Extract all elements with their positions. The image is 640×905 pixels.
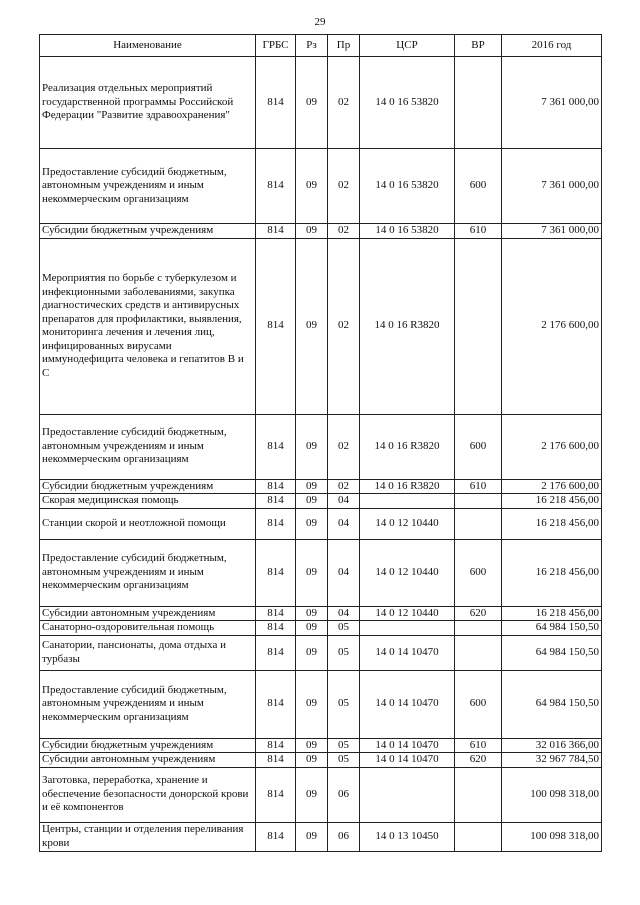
cell-name: Мероприятия по борьбе с туберкулезом и инфекционными заболеваниями, закупка диагностических средств и антивирусных препаратов для профилактики, выявления, мониторинга лечения и лечения лиц, инфицированных вирусами иммунодефицита человека и гепатитов В и С <box>40 238 256 414</box>
table-row <box>40 539 602 606</box>
cell-rz: 09 <box>296 149 328 224</box>
cell-pr: 02 <box>328 57 360 149</box>
cell-amount: 7 361 000,00 <box>502 149 602 224</box>
cell-amount: 16 218 456,00 <box>502 508 602 539</box>
cell-name: Субсидии автономным учреждениям <box>40 606 256 621</box>
cell-vr: 600 <box>455 149 502 224</box>
table-row <box>40 479 602 494</box>
cell-csr: 14 0 14 10470 <box>360 738 455 753</box>
cell-amount: 100 098 318,00 <box>502 767 602 822</box>
cell-csr <box>360 767 455 822</box>
cell-name: Предоставление субсидий бюджетным, автономным учреждениям и иным некоммерческим организациям <box>40 539 256 606</box>
cell-amount: 7 361 000,00 <box>502 224 602 239</box>
cell-csr: 14 0 12 10440 <box>360 508 455 539</box>
cell-csr: 14 0 12 10440 <box>360 606 455 621</box>
cell-grbs: 814 <box>256 479 296 494</box>
table-row <box>40 149 602 224</box>
cell-rz: 09 <box>296 539 328 606</box>
cell-grbs: 814 <box>256 738 296 753</box>
table-row <box>40 753 602 768</box>
table-row <box>40 494 602 509</box>
cell-name: Санатории, пансионаты, дома отдыха и турбазы <box>40 635 256 670</box>
cell-vr <box>455 238 502 414</box>
cell-pr: 04 <box>328 606 360 621</box>
header-rz: Рз <box>296 35 328 57</box>
cell-vr <box>455 57 502 149</box>
cell-rz: 09 <box>296 767 328 822</box>
cell-rz: 09 <box>296 224 328 239</box>
table-row <box>40 57 602 149</box>
cell-name: Станции скорой и неотложной помощи <box>40 508 256 539</box>
cell-amount: 16 218 456,00 <box>502 494 602 509</box>
cell-rz: 09 <box>296 753 328 768</box>
cell-grbs: 814 <box>256 539 296 606</box>
cell-grbs: 814 <box>256 753 296 768</box>
cell-name: Предоставление субсидий бюджетным, автономным учреждениям и иным некоммерческим организациям <box>40 670 256 738</box>
cell-pr: 04 <box>328 494 360 509</box>
budget-table <box>39 34 602 852</box>
cell-amount: 64 984 150,50 <box>502 670 602 738</box>
cell-grbs: 814 <box>256 508 296 539</box>
header-csr: ЦСР <box>360 35 455 57</box>
cell-csr: 14 0 16 R3820 <box>360 479 455 494</box>
table-row <box>40 224 602 239</box>
cell-name: Предоставление субсидий бюджетным, автономным учреждениям и иным некоммерческим организациям <box>40 414 256 479</box>
cell-rz: 09 <box>296 606 328 621</box>
cell-csr: 14 0 14 10470 <box>360 753 455 768</box>
cell-pr: 05 <box>328 738 360 753</box>
cell-amount: 7 361 000,00 <box>502 57 602 149</box>
cell-rz: 09 <box>296 670 328 738</box>
cell-name: Субсидии бюджетным учреждениям <box>40 738 256 753</box>
cell-csr <box>360 494 455 509</box>
cell-vr: 620 <box>455 606 502 621</box>
cell-name: Заготовка, переработка, хранение и обеспечение безопасности донорской крови и её компонентов <box>40 767 256 822</box>
header-grbs: ГРБС <box>256 35 296 57</box>
header-name: Наименование <box>40 35 256 57</box>
cell-pr: 02 <box>328 149 360 224</box>
cell-vr <box>455 635 502 670</box>
cell-csr: 14 0 14 10470 <box>360 635 455 670</box>
cell-grbs: 814 <box>256 57 296 149</box>
cell-pr: 06 <box>328 767 360 822</box>
cell-amount: 100 098 318,00 <box>502 822 602 851</box>
header-vr: ВР <box>455 35 502 57</box>
cell-pr: 06 <box>328 822 360 851</box>
cell-amount: 2 176 600,00 <box>502 414 602 479</box>
cell-name: Санаторно-оздоровительная помощь <box>40 621 256 636</box>
cell-csr <box>360 621 455 636</box>
cell-vr: 610 <box>455 738 502 753</box>
cell-grbs: 814 <box>256 635 296 670</box>
page-number: 29 <box>314 16 326 28</box>
cell-rz: 09 <box>296 238 328 414</box>
cell-pr: 04 <box>328 508 360 539</box>
header-amount: 2016 год <box>502 35 602 57</box>
cell-vr: 620 <box>455 753 502 768</box>
cell-vr: 610 <box>455 224 502 239</box>
cell-rz: 09 <box>296 635 328 670</box>
cell-amount: 16 218 456,00 <box>502 606 602 621</box>
table-row <box>40 606 602 621</box>
cell-name: Реализация отдельных мероприятий государственной программы Российской Федерации "Развитие здравоохранения" <box>40 57 256 149</box>
cell-pr: 05 <box>328 635 360 670</box>
table-header-row <box>40 35 602 57</box>
cell-pr: 02 <box>328 479 360 494</box>
cell-csr: 14 0 16 53820 <box>360 149 455 224</box>
cell-amount: 2 176 600,00 <box>502 238 602 414</box>
cell-grbs: 814 <box>256 224 296 239</box>
cell-pr: 05 <box>328 670 360 738</box>
cell-amount: 2 176 600,00 <box>502 479 602 494</box>
table-row <box>40 635 602 670</box>
cell-csr: 14 0 12 10440 <box>360 539 455 606</box>
cell-rz: 09 <box>296 57 328 149</box>
cell-vr <box>455 494 502 509</box>
cell-vr <box>455 767 502 822</box>
cell-csr: 14 0 16 53820 <box>360 224 455 239</box>
cell-vr: 600 <box>455 670 502 738</box>
cell-vr <box>455 508 502 539</box>
cell-csr: 14 0 13 10450 <box>360 822 455 851</box>
cell-rz: 09 <box>296 822 328 851</box>
cell-name: Субсидии бюджетным учреждениям <box>40 479 256 494</box>
table-row <box>40 414 602 479</box>
cell-amount: 32 967 784,50 <box>502 753 602 768</box>
cell-amount: 64 984 150,50 <box>502 635 602 670</box>
cell-grbs: 814 <box>256 606 296 621</box>
cell-grbs: 814 <box>256 767 296 822</box>
table-row <box>40 508 602 539</box>
cell-amount: 16 218 456,00 <box>502 539 602 606</box>
table-row <box>40 670 602 738</box>
header-pr: Пр <box>328 35 360 57</box>
cell-name: Субсидии автономным учреждениям <box>40 753 256 768</box>
table-row <box>40 621 602 636</box>
cell-pr: 02 <box>328 224 360 239</box>
cell-grbs: 814 <box>256 149 296 224</box>
cell-rz: 09 <box>296 414 328 479</box>
cell-csr: 14 0 16 R3820 <box>360 414 455 479</box>
cell-pr: 04 <box>328 539 360 606</box>
table-row <box>40 738 602 753</box>
cell-vr <box>455 621 502 636</box>
cell-grbs: 814 <box>256 238 296 414</box>
cell-csr: 14 0 14 10470 <box>360 670 455 738</box>
table-row <box>40 238 602 414</box>
cell-grbs: 814 <box>256 621 296 636</box>
cell-amount: 32 016 366,00 <box>502 738 602 753</box>
table-row <box>40 822 602 851</box>
cell-vr: 600 <box>455 539 502 606</box>
cell-pr: 05 <box>328 753 360 768</box>
cell-rz: 09 <box>296 738 328 753</box>
cell-amount: 64 984 150,50 <box>502 621 602 636</box>
cell-grbs: 814 <box>256 822 296 851</box>
cell-pr: 02 <box>328 238 360 414</box>
cell-rz: 09 <box>296 621 328 636</box>
cell-pr: 02 <box>328 414 360 479</box>
cell-name: Предоставление субсидий бюджетным, автономным учреждениям и иным некоммерческим организациям <box>40 149 256 224</box>
cell-name: Скорая медицинская помощь <box>40 494 256 509</box>
cell-csr: 14 0 16 R3820 <box>360 238 455 414</box>
cell-vr: 600 <box>455 414 502 479</box>
cell-csr: 14 0 16 53820 <box>360 57 455 149</box>
cell-grbs: 814 <box>256 670 296 738</box>
cell-vr: 610 <box>455 479 502 494</box>
table-row <box>40 767 602 822</box>
cell-rz: 09 <box>296 479 328 494</box>
cell-rz: 09 <box>296 508 328 539</box>
cell-pr: 05 <box>328 621 360 636</box>
cell-vr <box>455 822 502 851</box>
cell-name: Центры, станции и отделения переливания крови <box>40 822 256 851</box>
cell-grbs: 814 <box>256 414 296 479</box>
cell-rz: 09 <box>296 494 328 509</box>
cell-grbs: 814 <box>256 494 296 509</box>
cell-name: Субсидии бюджетным учреждениям <box>40 224 256 239</box>
